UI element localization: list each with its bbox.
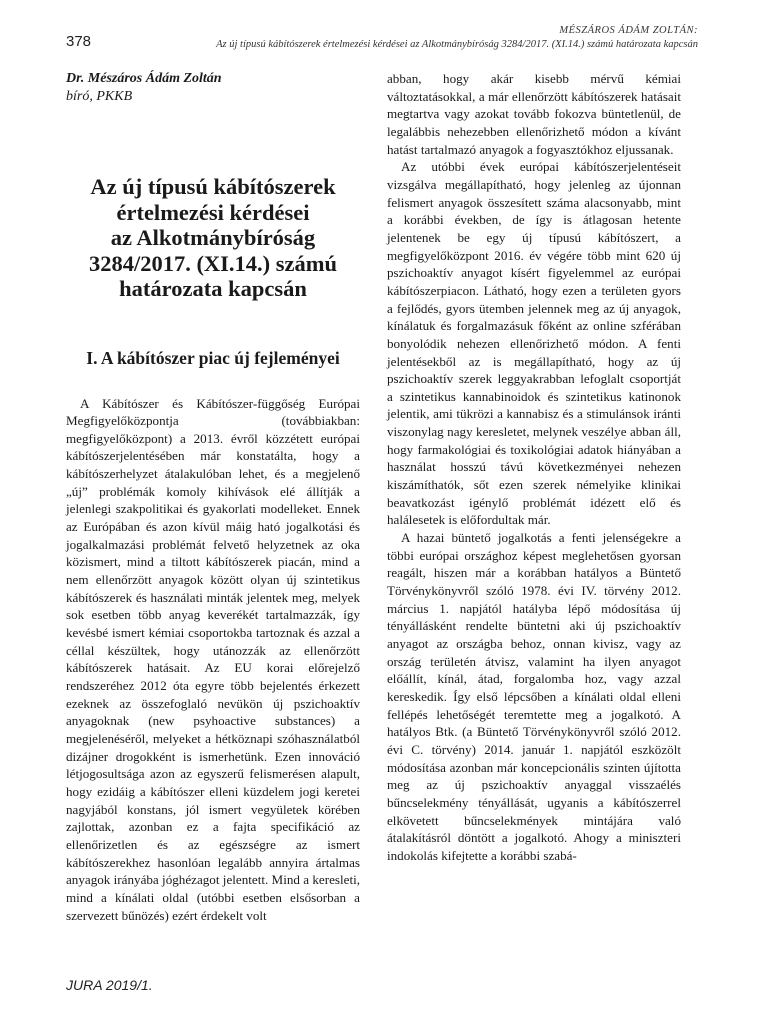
title-line: határozata kapcsán bbox=[119, 276, 307, 301]
running-header-author: MÉSZÁROS ÁDÁM ZOLTÁN: bbox=[559, 25, 698, 36]
author-role: bíró, PKKB bbox=[66, 89, 133, 104]
author-name: Dr. Mészáros Ádám Zoltán bbox=[66, 71, 222, 86]
body-paragraph: A Kábítószer és Kábítószer-függőség Európai Megfigyelőközpontja (továbbiakban: megfigyelőközpont) a 2013. évről közzétett európai kábítószerjelentésében már konstatálta, hogy a kábítószerhelyzet átalakulóban lehet, és a megjelenő „új” problémák komoly kihívások elé állítják a jelenlegi szakpolitikai és gyakorlati modelleket. Ennek az Európában és azon kívül máig ható jogalkotási és jogalkalmazási problémát felvető helyzetnek az oka közismert, mind a tiltott kábítószerek piacán, mind a nem ellenőrzött anyagok között olyan új szintetikus kábítószerek és használati minták jelentek meg, melyek sok esetben több anyag keverékét tartalmazzák, így kevésbé ismert kémiai csoportokba tartoznak és azzal a céllal készültek, hogy utánozzák az ellenőrzött kábítószerek hatásait. Az EU korai előrejelző rendszeréhez 2012 óta egyre több bejelentés érkezett ezeknek az összefoglaló nevükön új pszichoaktív anyagoknak (new psyhoactive substances) a megjelenéséről, melyeket a hétköznapi szóhasználatból dizájner drogokként is ismerhetünk. Ezen innováció létjogosultsága azon az egyszerű felismerésen alapult, hogy ezidáig a kábítószer elleni küzdelem jogi keretei nagyjából konstans, jól ismert vegyületek körében zajlottak, azonban ez a fajta specifikáció az ellenőrizetlen és az egészségre az ismert kábítószerekhez hasonlóan legalább annyira ártalmas anyagok irányába jóghézagot jelentett. Mind a keresleti, mind a kínálati oldal (utóbbi esetben elsősorban a szervezett bűnözés) ezért érdekelt volt bbox=[66, 395, 360, 923]
body-paragraph: A hazai büntető jogalkotás a fenti jelenségekre a többi európai országhoz képest meglehetősen gyorsan reagált, hiszen már a korábban hatályos a Büntető Törvénykönyvről szóló 1978. évi IV. törvény 2012. március 1. napjától hatályba lépő módosítása új tényállásként rendelte büntetni aki új pszichoaktív anyagot az országba behoz, onnan kivisz, vagy az ország területén átvisz, valamint ha ilyen anyagot előállít, kínál, átad, forgalomba hoz, vagy azzal kereskedik. Így első lépcsőben a kínálati oldal elleni fellépés lehetőségét teremtette meg a jogalkotó. A hatályos Btk. (a Büntető Törvénykönyvről szóló 2012. évi C. törvény) 2014. január 1. napjától eszközölt módosítása azonban már koncepcionális szinten újította meg az új pszichoaktív anyaggal visszaélés bűncselekmény tényállását, ugyanis a kábítószerrel elkövetett bűncselekmények mintájára való átalakításról döntött a jogalkotó. Ahogy a miniszteri indokolás kifejtette a korábbi szabá- bbox=[387, 530, 681, 863]
right-column bbox=[387, 70, 681, 865]
title-line: Az új típusú kábítószerek bbox=[90, 174, 336, 199]
title-line: értelmezési kérdései bbox=[116, 199, 310, 225]
section-heading: I. A kábítószer piac új fejleményei bbox=[86, 347, 340, 368]
left-column bbox=[66, 70, 360, 924]
body-paragraph: Az utóbbi évek európai kábítószerjelentéseit vizsgálva megállapítható, hogy jelenleg az újonnan felismert anyagok összesített száma alacsonyabb, mint a korábbi években, de így is átlagosan hetente jelentenek be egy új típusú kábítószert, a megfigyelőközpont 2016. év végére több mint 620 új pszichoaktív anyagot kísért figyelemmel az európai kábítószerpiacon. Látható, hogy ezen a területen gyors a fejlődés, gyors ütemben jelennek meg az új anyagok, kínálatuk és forgalmazásuk főként az online szférában bonyolódik nehezen ellenőrizhető módon. A fenti jelentésekből az is megállapítható, hogy az új pszichoaktív szerek leggyakrabban lefoglalt csoportját a szintetikus kannabinoidok és szintetikus katinonok jelentik, ami tükrözi a kannabisz és a stimulánsok iránti viszonylag nagy keresletet, melynek veszélye abban áll, hogy farmakológiai és toxikológiai adatok hiányában a használat hosszú távú következményei nehezen kiszámíthatók, sőt ezen szerek némelyike klinikai beavatkozást igénylő problémát idézett elő és halálesetek is előfordultak már. bbox=[387, 159, 681, 528]
title-line: 3284/2017. (XI.14.) számú bbox=[88, 250, 338, 276]
body-paragraph: abban, hogy akár kisebb mérvű kémiai változtatásokkal, a már ellenőrzött kábítószerek hatásait megtartva vagy azokat tovább fokozva büntetlenül, de legalábbis nehezebben ellenőrizhető módon a kívánt hatást tartalmazó anyagok a fogyasztókhoz eljussanak. bbox=[387, 71, 681, 157]
page-number: 378 bbox=[66, 33, 92, 50]
title-line: az Alkotmánybíróság bbox=[110, 225, 316, 250]
journal-footer: JURA 2019/1. bbox=[66, 977, 153, 993]
running-header-title: Az új típusú kábítószerek értelmezési kérdései az Alkotmánybíróság 3284/2017. (XI.14.) számú határozata kapcsán bbox=[216, 39, 698, 50]
article-title bbox=[66, 174, 360, 302]
running-header bbox=[178, 24, 698, 52]
